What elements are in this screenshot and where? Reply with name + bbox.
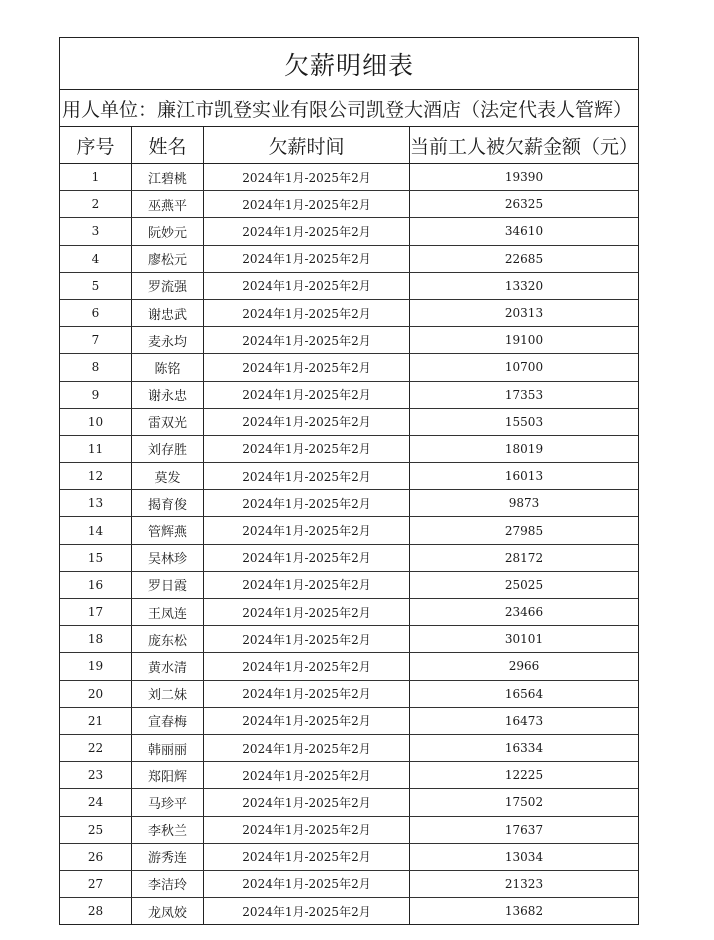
row-name: 黄水清	[132, 653, 204, 679]
row-index: 11	[60, 436, 132, 462]
row-index: 19	[60, 653, 132, 679]
row-amount: 15503	[504, 414, 544, 429]
row-amount: 21323	[504, 876, 544, 891]
row-period: 2024年1月-2025年2月	[204, 545, 410, 571]
row-name: 莫发	[132, 463, 204, 489]
row-amount: 13034	[504, 849, 544, 864]
employer-line: 用人单位：廉江市凯登实业有限公司凯登大酒店（法定代表人管辉）	[60, 90, 638, 127]
row-period: 2024年1月-2025年2月	[204, 218, 410, 244]
row-amount: 13320	[504, 278, 544, 293]
row-index: 4	[60, 246, 132, 272]
row-index: 28	[60, 898, 132, 924]
row-name: 王凤连	[132, 599, 204, 625]
table-body	[60, 164, 638, 924]
row-index: 2	[60, 191, 132, 217]
row-period: 2024年1月-2025年2月	[204, 789, 410, 815]
row-amount: 20313	[504, 306, 544, 321]
row-index: 13	[60, 490, 132, 516]
row-index: 14	[60, 517, 132, 543]
table-row	[60, 653, 638, 680]
row-period: 2024年1月-2025年2月	[204, 708, 410, 734]
row-amount: 16564	[504, 686, 544, 701]
table-header	[60, 127, 638, 164]
row-period: 2024年1月-2025年2月	[204, 382, 410, 408]
row-amount: 16013	[504, 469, 544, 484]
row-amount: 26325	[504, 197, 544, 212]
row-period: 2024年1月-2025年2月	[204, 300, 410, 326]
wage-arrears-table	[59, 37, 639, 925]
row-amount: 28172	[504, 550, 544, 565]
row-index: 3	[60, 218, 132, 244]
table-row	[60, 191, 638, 218]
row-period: 2024年1月-2025年2月	[204, 871, 410, 897]
table-row	[60, 572, 638, 599]
row-amount: 17353	[504, 387, 544, 402]
row-amount: 22685	[504, 251, 544, 266]
table-row	[60, 409, 638, 436]
table-row	[60, 327, 638, 354]
row-name: 刘存胜	[132, 436, 204, 462]
row-index: 24	[60, 789, 132, 815]
table-row	[60, 490, 638, 517]
row-name: 雷双光	[132, 409, 204, 435]
row-amount: 17637	[504, 822, 544, 837]
row-name: 吴林珍	[132, 545, 204, 571]
row-index: 7	[60, 327, 132, 353]
row-index: 9	[60, 382, 132, 408]
row-period: 2024年1月-2025年2月	[204, 653, 410, 679]
row-index: 8	[60, 354, 132, 380]
row-amount: 23466	[504, 605, 544, 620]
row-period: 2024年1月-2025年2月	[204, 164, 410, 190]
row-name: 管辉燕	[132, 517, 204, 543]
table-row	[60, 246, 638, 273]
table-row	[60, 463, 638, 490]
table-row	[60, 735, 638, 762]
table-row	[60, 517, 638, 544]
row-period: 2024年1月-2025年2月	[204, 191, 410, 217]
row-name: 刘二妹	[132, 681, 204, 707]
row-period: 2024年1月-2025年2月	[204, 463, 410, 489]
row-period: 2024年1月-2025年2月	[204, 817, 410, 843]
row-index: 10	[60, 409, 132, 435]
table-row	[60, 789, 638, 816]
row-name: 宣春梅	[132, 708, 204, 734]
row-period: 2024年1月-2025年2月	[204, 246, 410, 272]
row-name: 罗日霞	[132, 572, 204, 598]
row-name: 阮妙元	[132, 218, 204, 244]
row-period: 2024年1月-2025年2月	[204, 490, 410, 516]
table-row	[60, 599, 638, 626]
row-index: 20	[60, 681, 132, 707]
row-period: 2024年1月-2025年2月	[204, 273, 410, 299]
row-index: 27	[60, 871, 132, 897]
row-name: 李秋兰	[132, 817, 204, 843]
row-amount: 10700	[504, 360, 544, 375]
row-period: 2024年1月-2025年2月	[204, 599, 410, 625]
row-index: 21	[60, 708, 132, 734]
row-index: 15	[60, 545, 132, 571]
row-index: 22	[60, 735, 132, 761]
row-amount: 34610	[504, 224, 544, 239]
row-name: 罗流强	[132, 273, 204, 299]
table-row	[60, 354, 638, 381]
table-title: 欠薪明细表	[60, 38, 638, 90]
row-period: 2024年1月-2025年2月	[204, 762, 410, 788]
row-amount: 9873	[508, 496, 540, 511]
row-name: 游秀连	[132, 844, 204, 870]
row-period: 2024年1月-2025年2月	[204, 436, 410, 462]
table-row	[60, 871, 638, 898]
row-index: 17	[60, 599, 132, 625]
table-row	[60, 681, 638, 708]
header-index: 序号	[60, 127, 132, 163]
header-period: 欠薪时间	[204, 127, 410, 163]
row-name: 巫燕平	[132, 191, 204, 217]
row-name: 廖松元	[132, 246, 204, 272]
row-amount: 27985	[504, 523, 544, 538]
row-amount: 19390	[504, 170, 544, 185]
row-period: 2024年1月-2025年2月	[204, 735, 410, 761]
row-period: 2024年1月-2025年2月	[204, 354, 410, 380]
row-index: 23	[60, 762, 132, 788]
row-period: 2024年1月-2025年2月	[204, 844, 410, 870]
table-row	[60, 300, 638, 327]
table-row	[60, 436, 638, 463]
table-row	[60, 708, 638, 735]
row-amount: 18019	[504, 441, 544, 456]
row-name: 谢忠武	[132, 300, 204, 326]
table-row	[60, 273, 638, 300]
row-index: 5	[60, 273, 132, 299]
row-period: 2024年1月-2025年2月	[204, 626, 410, 652]
row-period: 2024年1月-2025年2月	[204, 327, 410, 353]
table-row	[60, 382, 638, 409]
row-amount: 19100	[504, 333, 544, 348]
header-amount: 当前工人被欠薪金额（元）	[410, 135, 638, 158]
row-period: 2024年1月-2025年2月	[204, 681, 410, 707]
row-amount: 12225	[504, 768, 544, 783]
row-amount: 16473	[504, 713, 544, 728]
table-row	[60, 844, 638, 871]
row-name: 庞东松	[132, 626, 204, 652]
row-index: 25	[60, 817, 132, 843]
table-row	[60, 817, 638, 844]
row-name: 马珍平	[132, 789, 204, 815]
row-name: 谢永忠	[132, 382, 204, 408]
table-row	[60, 545, 638, 572]
row-amount: 25025	[504, 577, 544, 592]
row-index: 6	[60, 300, 132, 326]
table-row	[60, 762, 638, 789]
row-name: 郑阳辉	[132, 762, 204, 788]
row-index: 18	[60, 626, 132, 652]
table-row	[60, 218, 638, 245]
row-name: 李洁玲	[132, 871, 204, 897]
row-period: 2024年1月-2025年2月	[204, 517, 410, 543]
row-amount: 30101	[504, 632, 544, 647]
row-name: 揭育俊	[132, 490, 204, 516]
row-amount: 17502	[504, 795, 544, 810]
row-period: 2024年1月-2025年2月	[204, 572, 410, 598]
row-index: 26	[60, 844, 132, 870]
row-period: 2024年1月-2025年2月	[204, 409, 410, 435]
row-name: 陈铭	[132, 354, 204, 380]
row-name: 江碧桃	[132, 164, 204, 190]
row-amount: 16334	[504, 741, 544, 756]
row-amount: 2966	[508, 659, 540, 674]
table-row	[60, 898, 638, 924]
header-name: 姓名	[132, 127, 204, 163]
row-index: 1	[60, 164, 132, 190]
table-row	[60, 626, 638, 653]
table-row	[60, 164, 638, 191]
row-name: 韩丽丽	[132, 735, 204, 761]
row-index: 16	[60, 572, 132, 598]
row-period: 2024年1月-2025年2月	[204, 898, 410, 924]
row-name: 麦永均	[132, 327, 204, 353]
row-index: 12	[60, 463, 132, 489]
row-name: 龙凤姣	[132, 898, 204, 924]
row-amount: 13682	[504, 904, 544, 919]
